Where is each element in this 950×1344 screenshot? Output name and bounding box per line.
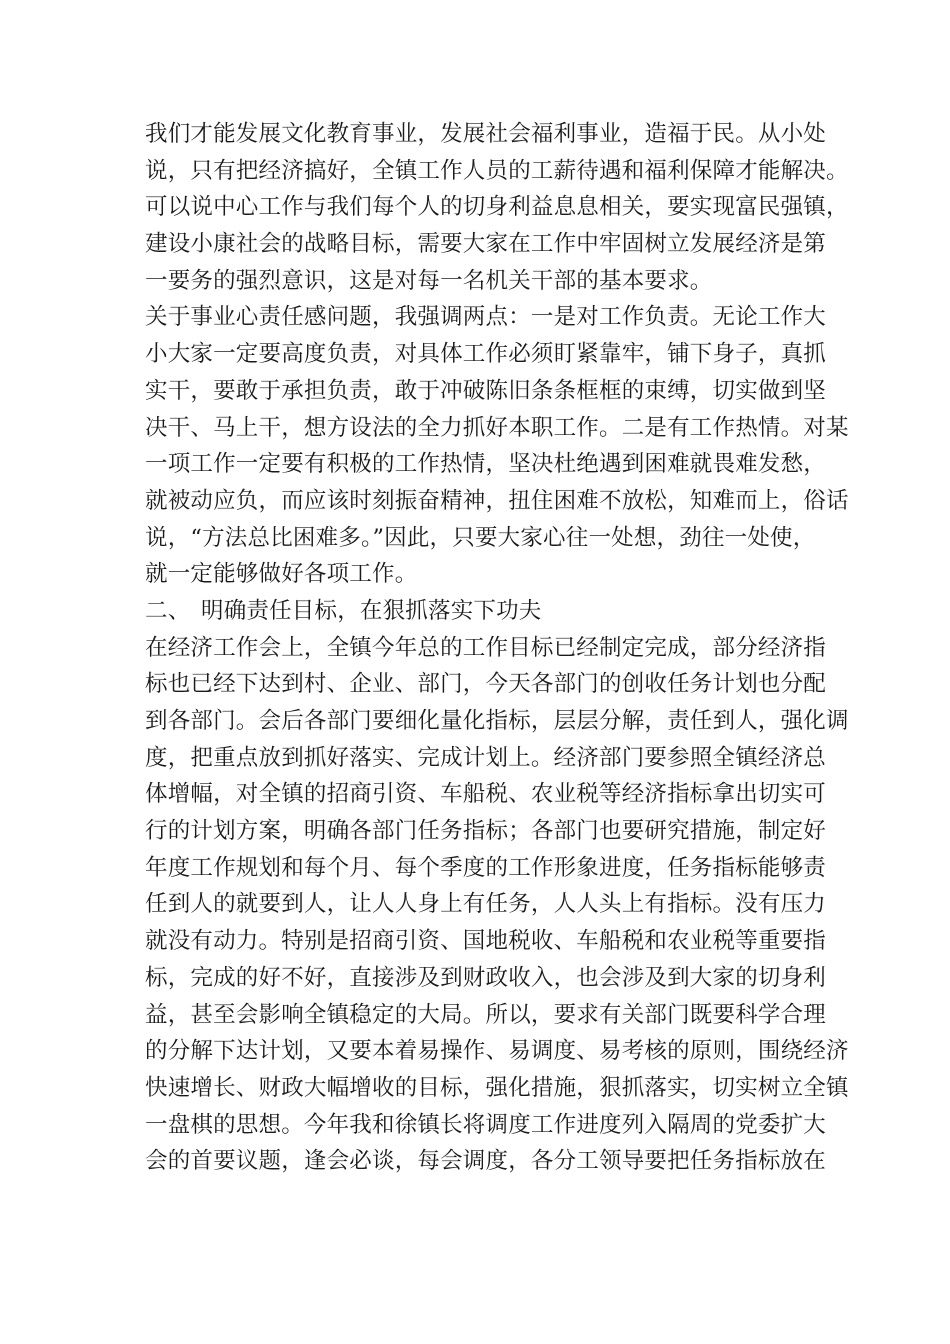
text-line: 任到人的就要到人，让人人身上有任务，人人头上有指标。没有压力 (145, 891, 827, 918)
text-line: 可以说中心工作与我们每个人的切身利益息息相关，要实现富民强镇， (145, 194, 849, 221)
text-line: 关于事业心责任感问题，我强调两点：一是对工作负责。无论工作大 (145, 304, 827, 331)
text-line: 一盘棋的思想。今年我和徐镇长将调度工作进度列入隔周的党委扩大 (145, 1111, 827, 1138)
text-line: 决干、马上干，想方设法的全力抓好本职工作。二是有工作热情。对某 (145, 414, 849, 441)
text-line: 一项工作一定要有积极的工作热情，坚决杜绝遇到困难就畏难发愁， (145, 451, 827, 478)
text-line: 就一定能够做好各项工作。 (145, 561, 418, 588)
text-line: 度，把重点放到抓好落实、完成计划上。经济部门要参照全镇经济总 (145, 744, 827, 771)
text-line: 就没有动力。特别是招商引资、国地税收、车船税和农业税等重要指 (145, 928, 827, 955)
paragraph-1 (145, 116, 849, 299)
text-line: 会的首要议题，逢会必谈，每会调度，各分工领导要把任务指标放在 (145, 1148, 827, 1175)
document-body (145, 116, 849, 1180)
text-line: 一要务的强烈意识，这是对每一名机关干部的基本要求。 (145, 267, 713, 294)
section-title: 明确责任目标，在狠抓落实下功夫 (201, 597, 542, 624)
text-line: 说，“方法总比困难多。”因此，只要大家心往一处想，劲往一处使， (145, 524, 816, 551)
text-line: 益，甚至会影响全镇稳定的大局。所以，要求有关部门既要科学合理 (145, 1001, 827, 1028)
text-line: 体增幅，对全镇的招商引资、车船税、农业税等经济指标拿出切实可 (145, 781, 827, 808)
text-line: 行的计划方案，明确各部门任务指标；各部门也要研究措施，制定好 (145, 818, 827, 845)
text-line: 我们才能发展文化教育事业，发展社会福利事业，造福于民。从小处 (145, 121, 827, 147)
section-heading (145, 593, 815, 630)
paragraph-3 (145, 630, 849, 1180)
text-line: 小大家一定要高度负责，对具体工作必须盯紧靠牢，铺下身子，真抓 (145, 341, 827, 368)
text-line: 实干，要敢于承担负责，敢于冲破陈旧条条框框的束缚，切实做到坚 (145, 377, 827, 404)
paragraph-2 (145, 299, 849, 593)
section-number: 二、 (145, 597, 191, 624)
text-line: 的分解下达计划，又要本着易操作、易调度、易考核的原则，围绕经济 (145, 1038, 849, 1065)
text-line: 在经济工作会上，全镇今年总的工作目标已经制定完成，部分经济指 (145, 634, 827, 661)
text-line: 标，完成的好不好，直接涉及到财政收入，也会涉及到大家的切身利 (145, 964, 827, 991)
text-line: 就被动应负，而应该时刻振奋精神，扭住困难不放松，知难而上，俗话 (145, 487, 849, 514)
text-line: 标也已经下达到村、企业、部门，今天各部门的创收任务计划也分配 (145, 671, 827, 698)
text-line: 到各部门。会后各部门要细化量化指标，层层分解，责任到人，强化调 (145, 708, 849, 734)
text-line: 快速增长、财政大幅增收的目标，强化措施，狠抓落实，切实树立全镇 (145, 1074, 849, 1101)
text-line: 说，只有把经济搞好，全镇工作人员的工薪待遇和福利保障才能解决。 (145, 157, 849, 184)
text-line: 建设小康社会的战略目标，需要大家在工作中牢固树立发展经济是第 (145, 231, 827, 258)
text-line: 年度工作规划和每个月、每个季度的工作形象进度，任务指标能够责 (145, 854, 827, 881)
